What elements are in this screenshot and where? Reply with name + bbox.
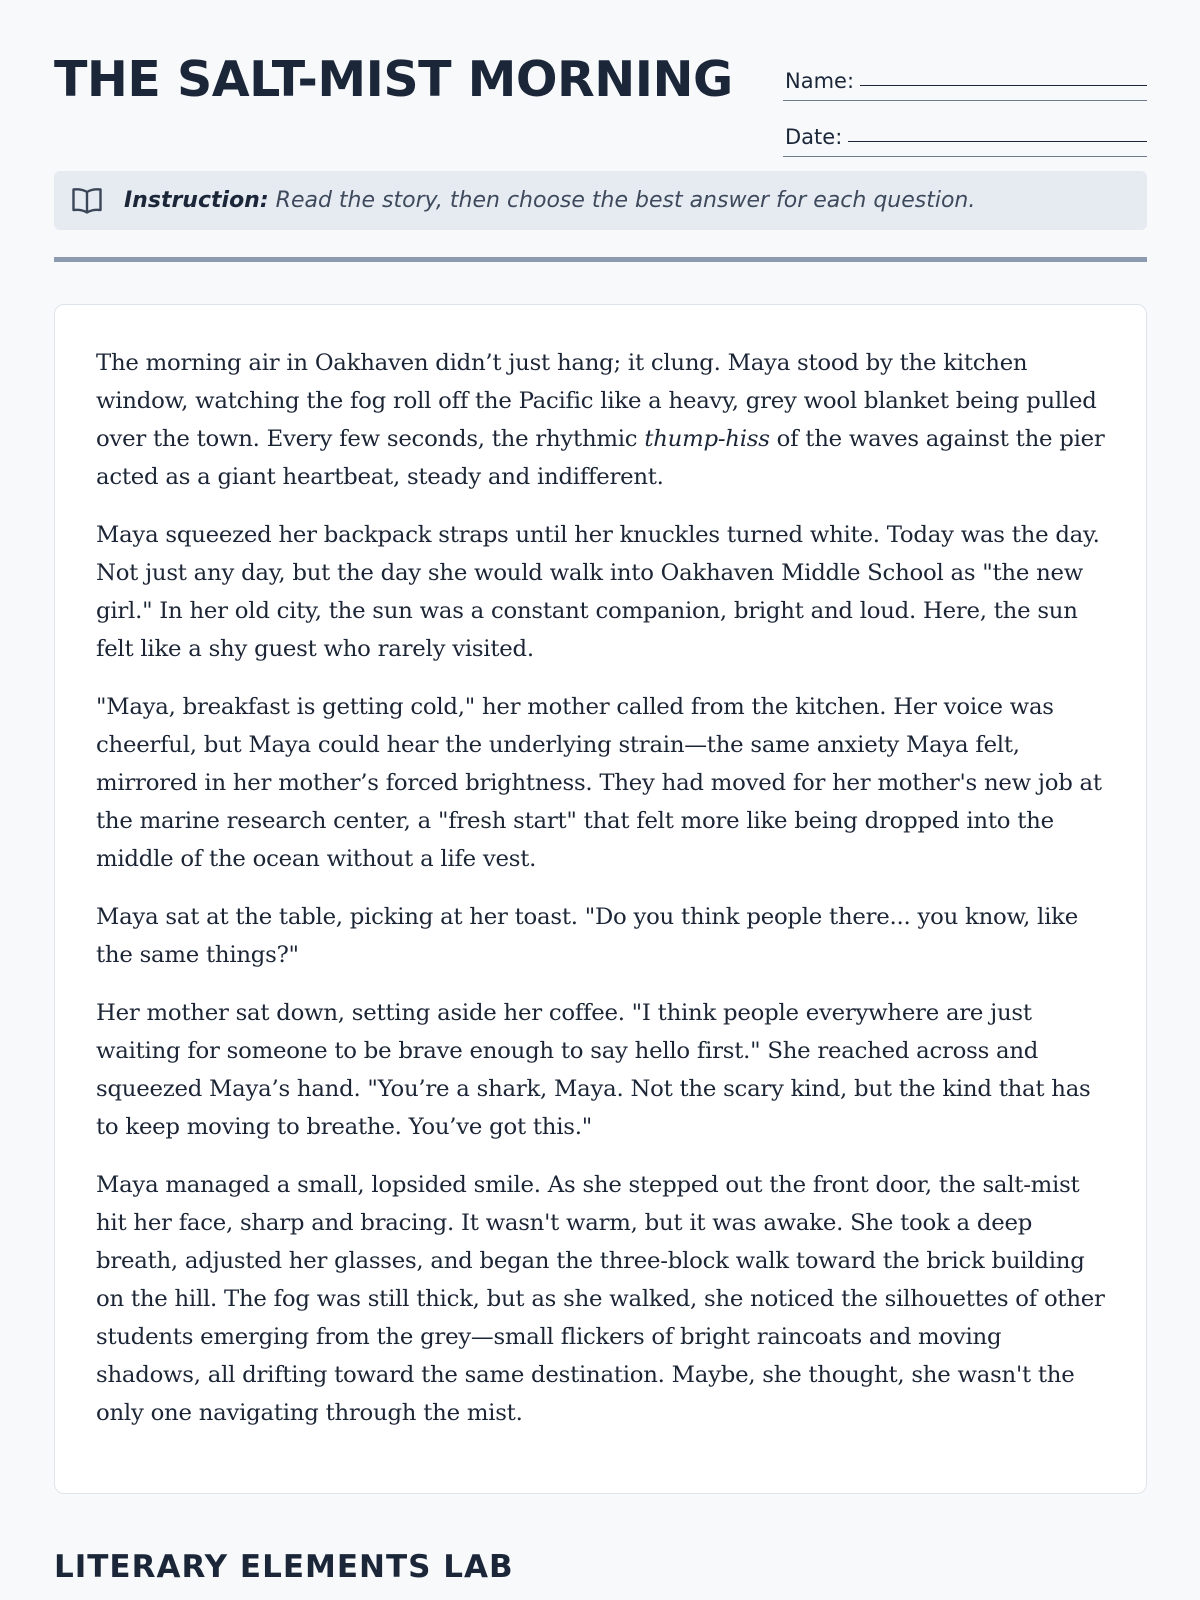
date-blank-line[interactable] xyxy=(848,141,1147,142)
story-emphasis-sound: thump-hiss xyxy=(644,426,770,452)
story-paragraph-6: Maya managed a small, lopsided smile. As she stepped out the front door, the salt-mist hit her face, sharp and bracing. It wasn't warm, but it was awake. She took a deep breath, adjusted her glasses, and began the three-block walk toward the brick building on the hill. The fog was still thick, but as she walked, she noticed the silhouettes of other students emerging from the grey—small flickers of bright raincoats and moving shadows, all drifting toward the same destination. Maybe, she thought, she wasn't the only one navigating through the mist. xyxy=(96,1172,1105,1426)
story-paragraph-4: Maya sat at the table, picking at her toast. "Do you think people there... you know, like the same things?" xyxy=(96,904,1078,968)
name-label: Name: xyxy=(785,69,855,93)
section-heading-literary-elements: LITERARY ELEMENTS LAB xyxy=(54,1549,514,1585)
instruction-text xyxy=(124,188,975,213)
date-field[interactable] xyxy=(783,118,1147,157)
open-book-icon xyxy=(70,184,104,218)
student-info-fields xyxy=(783,62,1147,174)
story-paragraph-5: Her mother sat down, setting aside her coffee. "I think people everywhere are just waiting for someone to be brave enough to say hello first." She reached across and squeezed Maya’s hand. "You’re a shark, Maya. Not the scary kind, but the kind that has to keep moving to breathe. You’ve got this." xyxy=(96,1000,1091,1140)
name-blank-line[interactable] xyxy=(860,85,1147,86)
story-card xyxy=(54,304,1147,1494)
instruction-body: Read the story, then choose the best answer for each question. xyxy=(275,188,976,213)
story-paragraph-1-part-1: The morning air in Oakhaven didn’t just hang; it clung. Maya stood by the kitchen window, watching the fog roll off the Pacific like a heavy, grey wool blanket being pulled over the town. Every few seconds, the rhythmic xyxy=(96,350,1097,452)
story-paragraph-1 xyxy=(96,344,1106,496)
date-label: Date: xyxy=(785,125,843,149)
name-field[interactable] xyxy=(783,62,1147,101)
story-paragraph-3: "Maya, breakfast is getting cold," her mother called from the kitchen. Her voice was cheerful, but Maya could hear the underlying strain—the same anxiety Maya felt, mirrored in her mother’s forced brightness. They had moved for her mother's new job at the marine research center, a "fresh start" that felt more like being dropped into the middle of the ocean without a life vest. xyxy=(96,694,1102,872)
instruction-banner xyxy=(54,171,1147,230)
instruction-label: Instruction: xyxy=(124,188,269,213)
story-paragraph-2: Maya squeezed her backpack straps until her knuckles turned white. Today was the day. Not just any day, but the day she would walk into Oakhaven Middle School as "the new girl." In her old city, the sun was a constant companion, bright and loud. Here, the sun felt like a shy guest who rarely visited. xyxy=(96,522,1100,662)
worksheet-title: THE SALT-MIST MORNING xyxy=(54,51,733,108)
story-paragraph-1-part-2: of the waves against the pier acted as a giant heartbeat, steady and indifferent. xyxy=(96,426,1105,490)
header-divider xyxy=(54,257,1147,262)
